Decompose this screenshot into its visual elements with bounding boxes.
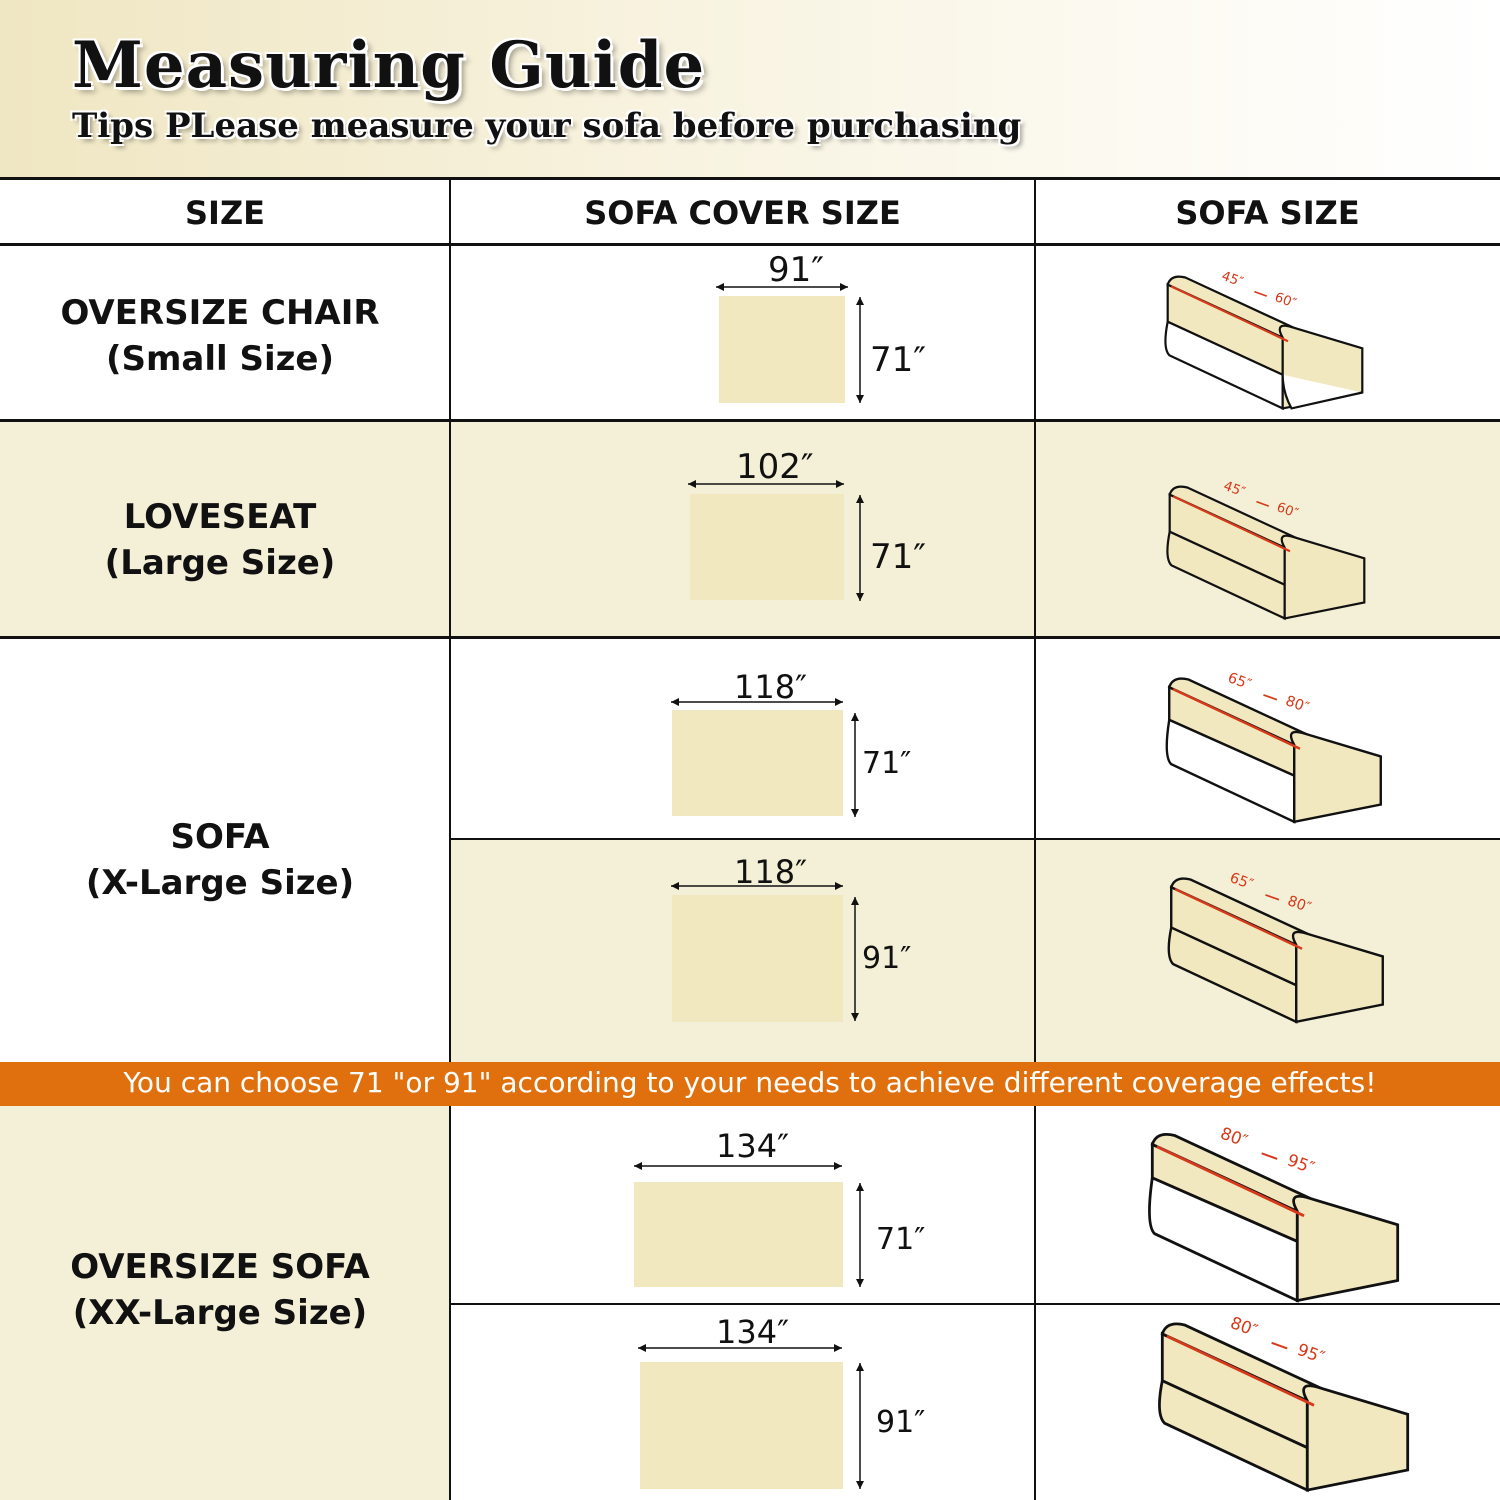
cover-height: 71″ xyxy=(862,746,912,781)
size-name: OVERSIZE CHAIR xyxy=(60,293,380,333)
page-title: Measuring Guide xyxy=(72,28,706,103)
cover-width: 91″ xyxy=(768,250,824,290)
sofa-outline-icon xyxy=(1152,852,1402,1032)
dimension-arrow-icon xyxy=(853,294,867,406)
sofa-range-max: 60″ xyxy=(1272,290,1299,312)
sofa-range-max: 95″ xyxy=(1284,1149,1318,1178)
sofa-range-min: 80″ xyxy=(1217,1122,1251,1151)
size-label-oversize-sofa xyxy=(0,1244,440,1336)
sofa-outline-icon xyxy=(1140,1300,1430,1495)
cover-rectangle xyxy=(719,296,845,403)
sofa-range-max: 80″ xyxy=(1283,693,1312,717)
dimension-arrow-icon xyxy=(853,1180,867,1290)
dimension-arrow-icon xyxy=(634,1341,846,1355)
grid-line xyxy=(450,838,1500,840)
size-category: (XX-Large Size) xyxy=(72,1293,368,1333)
dimension-arrow-icon xyxy=(684,477,848,491)
dimension-arrow-icon xyxy=(853,1360,867,1492)
size-category: (X-Large Size) xyxy=(85,863,355,903)
sofa-range-max: 95″ xyxy=(1294,1338,1328,1368)
dimension-arrow-icon xyxy=(667,695,847,709)
sofa-outline-icon xyxy=(1130,1112,1420,1304)
size-label-oversize-chair xyxy=(0,290,440,382)
size-label-sofa xyxy=(0,814,440,906)
dimension-arrow-icon xyxy=(630,1159,846,1173)
cover-width: 118″ xyxy=(734,853,808,891)
sofa-range-min: 65″ xyxy=(1225,670,1254,694)
cover-width: 118″ xyxy=(734,668,808,706)
size-name: LOVESEAT xyxy=(123,497,317,537)
size-category: (Small Size) xyxy=(105,339,335,379)
grid-line xyxy=(449,180,451,1062)
cover-rectangle xyxy=(672,895,843,1022)
sofa-outline-icon xyxy=(1152,465,1382,625)
sofa-range-min: 45″ xyxy=(1221,478,1248,501)
sofa-outline-icon xyxy=(1150,652,1400,832)
cover-height: 91″ xyxy=(876,1405,926,1440)
cover-height: 71″ xyxy=(876,1222,926,1257)
grid-line xyxy=(0,419,1500,422)
sofa-range-min: 80″ xyxy=(1227,1312,1261,1341)
column-header-size: SIZE xyxy=(184,194,265,232)
coverage-banner: You can choose 71 "or 91" according to your needs to achieve different coverage effects! xyxy=(0,1062,1500,1106)
cover-width: 102″ xyxy=(736,447,814,487)
grid-line xyxy=(0,636,1500,639)
sofa-outline-icon xyxy=(1150,255,1380,415)
size-label-loveseat xyxy=(0,494,440,586)
cover-width: 134″ xyxy=(716,1313,790,1351)
column-header-sofa: SOFA SIZE xyxy=(1175,194,1360,232)
size-name: OVERSIZE SOFA xyxy=(70,1247,370,1287)
dimension-arrow-icon xyxy=(853,492,867,604)
grid-line xyxy=(0,243,1500,246)
sofa-range-max: 60″ xyxy=(1274,500,1301,522)
cover-width: 134″ xyxy=(716,1127,790,1165)
cover-rectangle xyxy=(672,710,843,816)
dimension-arrow-icon xyxy=(848,894,862,1024)
grid-line xyxy=(1034,180,1036,1062)
sofa-range-max: 80″ xyxy=(1285,893,1314,917)
size-category: (Large Size) xyxy=(104,543,336,583)
header xyxy=(0,0,1500,178)
grid-line xyxy=(0,177,1500,180)
sofa-range-min: 45″ xyxy=(1219,268,1246,291)
cover-rectangle xyxy=(640,1362,843,1489)
column-header-cover: SOFA COVER SIZE xyxy=(584,194,901,232)
dimension-arrow-icon xyxy=(712,280,852,294)
size-name: SOFA xyxy=(170,817,270,857)
cover-height: 91″ xyxy=(862,941,912,976)
dimension-arrow-icon xyxy=(848,710,862,820)
grid-line xyxy=(449,1106,451,1500)
cover-rectangle xyxy=(690,494,844,600)
grid-line xyxy=(1034,1106,1036,1500)
page-subtitle: Tips PLease measure your sofa before purchasing xyxy=(72,106,1022,146)
cover-rectangle xyxy=(634,1182,843,1287)
cover-height: 71″ xyxy=(870,340,926,380)
sofa-range-min: 65″ xyxy=(1227,870,1256,894)
dimension-arrow-icon xyxy=(667,879,847,893)
cover-height: 71″ xyxy=(870,537,926,577)
